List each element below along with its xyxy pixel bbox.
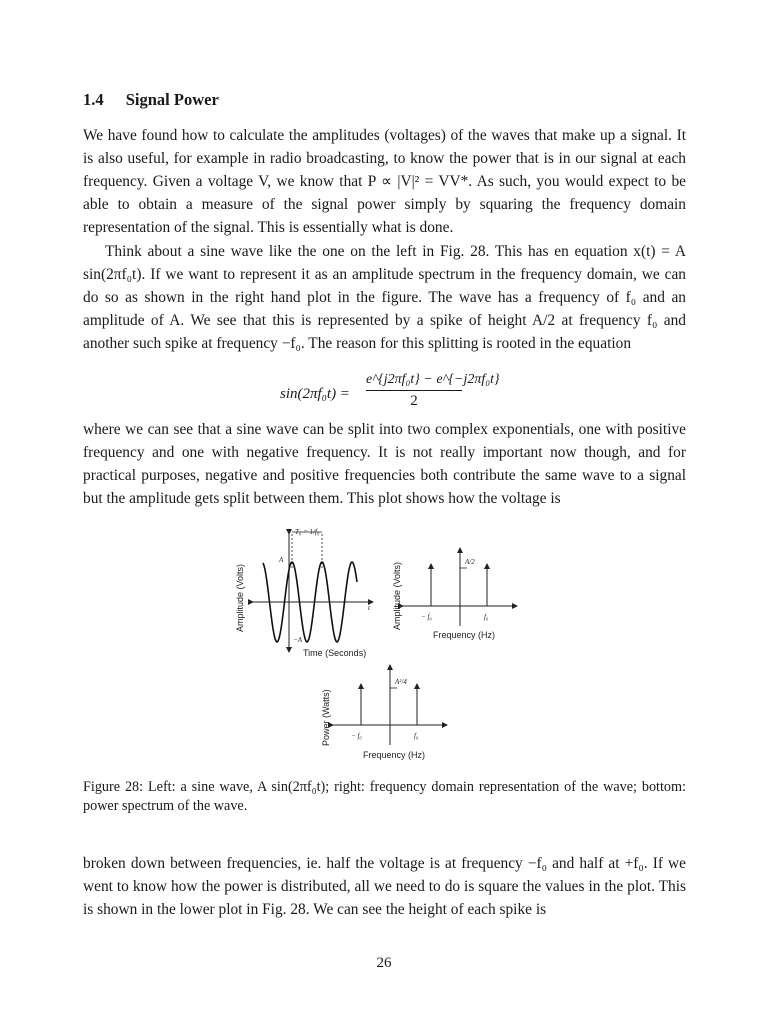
amp-ylabel: Amplitude (Volts)	[392, 561, 402, 630]
time-domain-plot	[235, 528, 373, 658]
power-height-label: A²/4	[395, 678, 407, 686]
section-title: Signal Power	[125, 90, 219, 109]
equation-lhs: sin(2πf₀t) =	[280, 386, 350, 402]
paragraph-4: broken down between frequencies, ie. half the voltage is at frequency −f₀ and half at +f₀. If we went to know how the power is distributed, all we need to do is square the values in the plot. This is shown in the lower plot in Fig. 28. We can see the height of each spike is	[83, 855, 686, 918]
time-ylabel: Amplitude (Volts)	[235, 563, 245, 632]
time-xlabel: Time (Seconds)	[303, 648, 367, 658]
paragraph-1: We have found how to calculate the amplitudes (voltages) of the waves that make up a signal. It is also useful, for example in radio broadcasting, to know the power that is in our signal at each frequency. Given a voltage V, we know that P ∝ |V|² = VV*. As such, you would expect to be able to obtain a measure of the signal power simply by squaring the frequency domain representation of the signal. This is essentially what is done.	[83, 127, 686, 236]
amplitude-spectrum-plot	[392, 548, 517, 640]
paragraph-2-text: Think about a sine wave like the one on the left in Fig. 28. This has en equation x(t) = A sin(2πf₀t). If we want to represent it as an amplitude spectrum in the frequency domain, we can do so as shown in the right hand plot in the figure. The wave has a frequency of f₀ and an amplitude of A. We see that this is represented by a spike of height A/2 at frequency f₀ and another such spike at frequency −f₀. The reason for this splitting is rooted in the equation	[83, 243, 686, 352]
equation-denominator: 2	[410, 393, 418, 409]
power-ylabel: Power (Watts)	[321, 689, 331, 746]
power-pos-freq-label: f₀	[414, 732, 419, 740]
amp-neg-label: −A	[293, 636, 302, 644]
power-neg-freq-label: − f₀	[351, 732, 362, 740]
equation-numerator: e^{j2πf₀t} − e^{−j2πf₀t}	[366, 372, 500, 387]
period-label: T₀ = 1/f₀	[295, 528, 320, 536]
page-number: 26	[376, 955, 392, 971]
equation-fraction	[366, 372, 500, 410]
amp-xlabel: Frequency (Hz)	[433, 630, 496, 640]
power-xlabel: Frequency (Hz)	[363, 750, 426, 760]
figure-28	[225, 520, 525, 769]
figure-28-svg	[225, 520, 525, 765]
figure-caption: Figure 28: Left: a sine wave, A sin(2πf₀t); right: frequency domain representation of the wave; bottom: power spectrum of the wave.	[83, 779, 686, 814]
power-spectrum-plot	[321, 665, 447, 760]
amp-height-label: A/2	[465, 558, 475, 566]
fraction-bar	[366, 390, 462, 391]
amp-neg-freq-label: − f₀	[421, 613, 432, 621]
paragraph-2	[83, 240, 686, 355]
section-heading	[83, 90, 219, 110]
amp-pos-freq-label: f₀	[484, 613, 489, 621]
amp-pos-label: A	[279, 556, 284, 564]
t-label: t	[368, 604, 370, 612]
section-number: 1.4	[83, 90, 104, 109]
paragraph-3: where we can see that a sine wave can be split into two complex exponentials, one with positive frequency and one with negative frequency. It is not really important now though, and for practical purposes, negative and positive frequencies both contribute the same wave to a signal but the amplitude gets split between them. This plot shows how the voltage is	[83, 421, 686, 507]
